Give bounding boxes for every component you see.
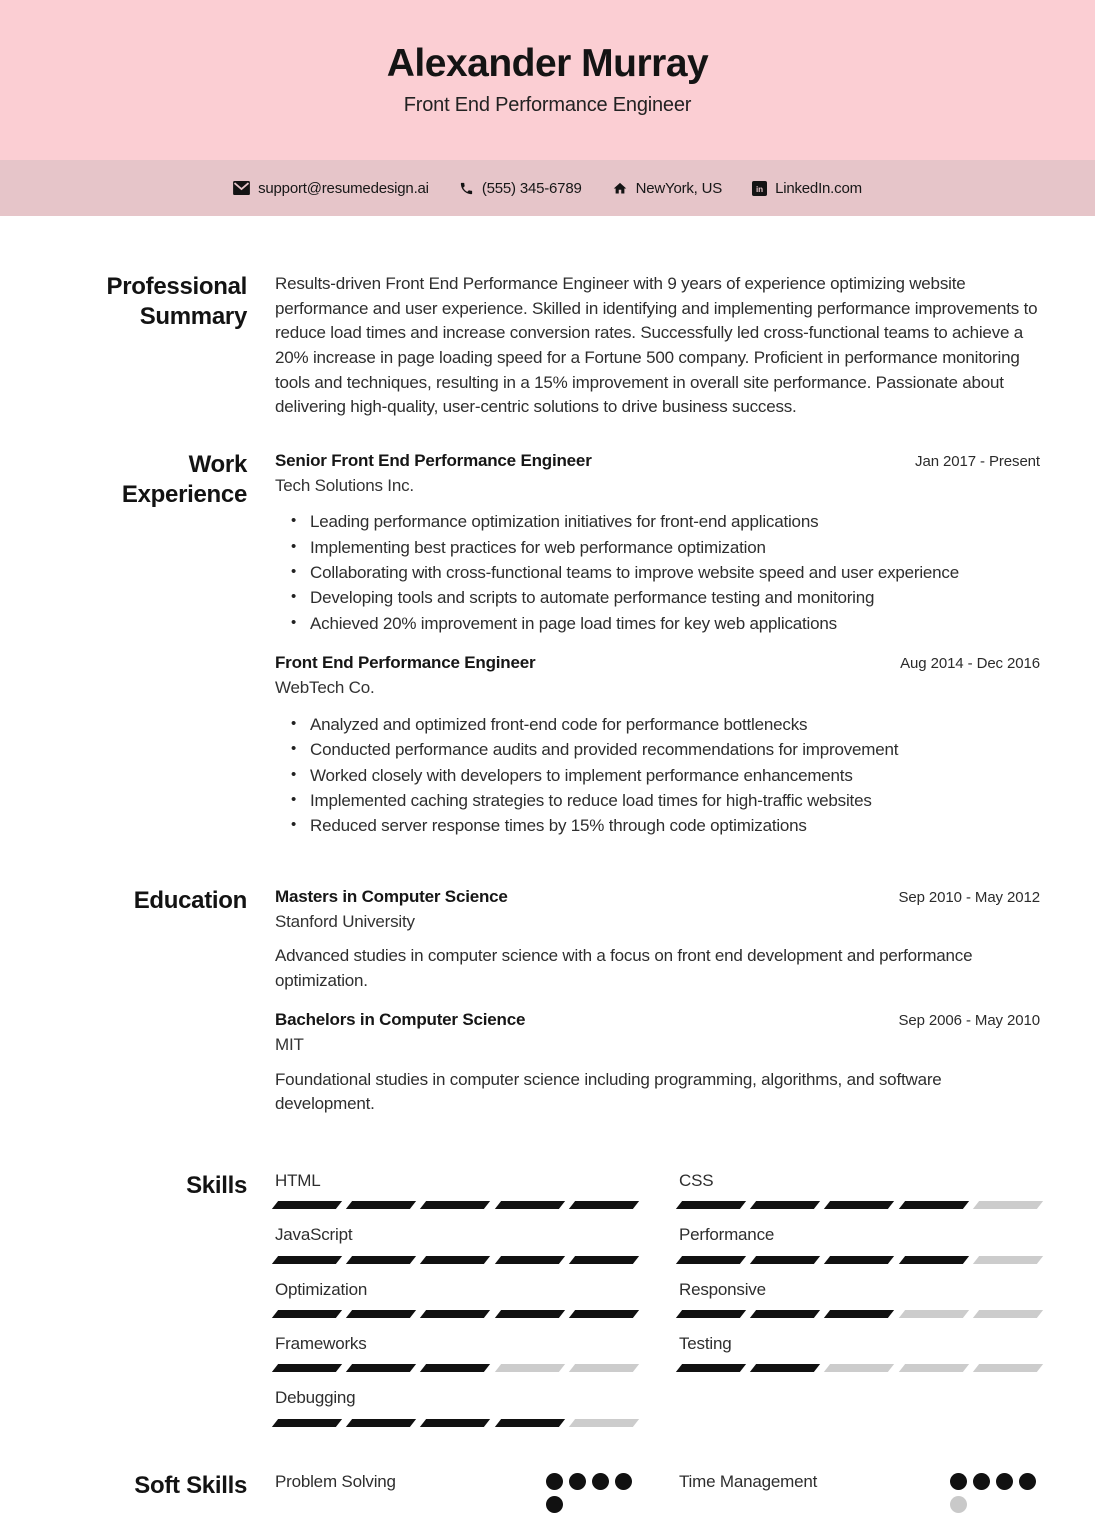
degree-school: Stanford University [275, 912, 415, 931]
rating-dot-filled [1019, 1473, 1036, 1490]
section-work-experience [90, 450, 1040, 840]
skill-segment-empty [973, 1310, 1043, 1318]
rating-dot-filled [615, 1473, 632, 1490]
job-bullet: • Implemented caching strategies to reduce load times for high-traffic websites [310, 789, 1040, 813]
section-label-education: Education [133, 886, 247, 914]
job-dates: Jan 2017 - Present [915, 452, 1040, 470]
skill-level-bar [679, 1364, 1040, 1372]
section-label-skills: Skills [186, 1171, 247, 1199]
skill-segment-filled [824, 1201, 894, 1209]
skill-item [679, 1280, 1040, 1318]
contact-email [233, 180, 429, 197]
resume-header [0, 0, 1095, 160]
degree-description: Foundational studies in computer science including programming, algorithms, and software development. [275, 1069, 942, 1114]
skill-item [275, 1388, 636, 1426]
contact-location-text: NewYork, US [635, 179, 723, 197]
skill-item [679, 1171, 1040, 1209]
job-bullet: • Conducted performance audits and provided recommendations for improvement [310, 738, 1040, 762]
degree-entry [275, 1009, 1040, 1116]
job-bullet: • Collaborating with cross-functional teams to improve website speed and user experience [310, 561, 1040, 585]
skill-level-bar [275, 1419, 636, 1427]
skill-segment-filled [750, 1256, 820, 1264]
soft-skill-item [679, 1471, 1040, 1513]
skill-name: HTML [275, 1170, 321, 1190]
skill-name: Optimization [275, 1279, 368, 1299]
skill-item [679, 1334, 1040, 1372]
section-label-summary: Professional Summary [106, 273, 247, 330]
skill-segment-filled [494, 1419, 564, 1427]
skill-level-bar [275, 1364, 636, 1372]
job-company: Tech Solutions Inc. [275, 475, 414, 495]
skill-segment-filled [494, 1256, 564, 1264]
skill-segment-filled [420, 1201, 490, 1209]
section-education [90, 886, 1040, 1117]
skill-item [275, 1171, 636, 1209]
skill-segment-filled [346, 1419, 416, 1427]
skill-segment-empty [569, 1419, 639, 1427]
skill-segment-filled [898, 1256, 968, 1264]
skill-segment-filled [272, 1364, 342, 1372]
skill-segment-filled [494, 1310, 564, 1318]
phone-icon [459, 181, 474, 196]
job-title: Front End Performance Engineer [275, 653, 536, 673]
skill-segment-filled [676, 1364, 746, 1372]
skill-name: Frameworks [275, 1334, 367, 1354]
skill-level-bar [679, 1310, 1040, 1318]
skill-level-bar [275, 1256, 636, 1264]
job-bullet: • Implementing best practices for web performance optimization [310, 536, 1040, 560]
envelope-icon [233, 181, 250, 195]
job-bullet-list [275, 510, 1040, 636]
skill-level-bar [679, 1201, 1040, 1209]
skill-segment-empty [898, 1364, 968, 1372]
person-job-title: Front End Performance Engineer [403, 94, 692, 117]
job-bullet: • Worked closely with developers to implement performance enhancements [310, 764, 1040, 788]
skill-segment-filled [569, 1201, 639, 1209]
skill-item [679, 1225, 1040, 1263]
rating-dot-empty [950, 1496, 967, 1513]
skill-segment-filled [898, 1201, 968, 1209]
skill-segment-filled [750, 1310, 820, 1318]
degree-title: Bachelors in Computer Science [275, 1010, 526, 1030]
contact-phone [459, 180, 582, 197]
home-icon [612, 181, 628, 196]
job-bullet: • Reduced server response times by 15% through code optimizations [310, 814, 1040, 838]
skill-segment-filled [494, 1201, 564, 1209]
skill-segment-empty [824, 1364, 894, 1372]
skill-segment-empty [973, 1364, 1043, 1372]
contact-phone-text: (555) 345-6789 [481, 179, 582, 197]
soft-skill-name: Time Management [679, 1471, 818, 1491]
soft-skill-name: Problem Solving [275, 1471, 396, 1491]
skill-segment-filled [569, 1256, 639, 1264]
skill-segment-empty [973, 1256, 1043, 1264]
job-title: Senior Front End Performance Engineer [275, 450, 592, 470]
job-company: WebTech Co. [275, 678, 375, 698]
job-bullet: • Achieved 20% improvement in page load times for key web applications [310, 612, 1040, 636]
skill-segment-filled [750, 1201, 820, 1209]
skill-segment-filled [676, 1256, 746, 1264]
section-soft-skills [90, 1471, 1040, 1513]
degree-school: MIT [275, 1035, 304, 1055]
job-entry [275, 652, 1040, 839]
skill-segment-filled [272, 1419, 342, 1427]
resume-body [0, 216, 1095, 1513]
skill-segment-filled [676, 1310, 746, 1318]
contact-email-text: support@resumedesign.ai [258, 179, 429, 197]
contact-bar [0, 160, 1095, 216]
job-bullet-list [275, 713, 1040, 839]
person-name: Alexander Murray [386, 41, 709, 85]
skill-name: JavaScript [275, 1225, 353, 1245]
rating-dot-filled [546, 1473, 563, 1490]
job-entry [275, 450, 1040, 637]
contact-linkedin-text: LinkedIn.com [775, 179, 862, 197]
section-label-soft-skills: Soft Skills [134, 1471, 247, 1499]
skill-segment-filled [420, 1419, 490, 1427]
skill-name: Responsive [679, 1279, 766, 1299]
skill-item [275, 1334, 636, 1372]
skill-name: Performance [679, 1225, 775, 1245]
skill-level-bar [679, 1256, 1040, 1264]
job-bullet: • Analyzed and optimized front-end code for performance bottlenecks [310, 713, 1040, 737]
soft-skill-item [275, 1471, 636, 1513]
skill-segment-empty [973, 1201, 1043, 1209]
skill-segment-filled [824, 1256, 894, 1264]
skill-level-bar [275, 1201, 636, 1209]
degree-description: Advanced studies in computer science with a focus on front end development and performance optimization. [275, 946, 973, 990]
skill-name: CSS [679, 1170, 714, 1190]
skill-segment-filled [824, 1310, 894, 1318]
contact-linkedin [752, 180, 862, 197]
rating-dot-filled [592, 1473, 609, 1490]
skill-segment-filled [346, 1201, 416, 1209]
skill-segment-filled [676, 1201, 746, 1209]
soft-skill-dot-rating [546, 1473, 636, 1513]
skill-segment-filled [420, 1256, 490, 1264]
rating-dot-filled [973, 1473, 990, 1490]
skill-segment-filled [346, 1364, 416, 1372]
degree-dates: Sep 2010 - May 2012 [898, 888, 1040, 906]
skill-name: Testing [679, 1334, 732, 1354]
skill-item [275, 1225, 636, 1263]
skill-segment-filled [569, 1310, 639, 1318]
skill-level-bar [275, 1310, 636, 1318]
summary-text: Results-driven Front End Performance Engineer with 9 years of experience optimizing website performance and user experience. Skilled in identifying and implementing performance improvements to reduce load times and increase conversion rates. Successfully led cross-functional teams to achieve a 20% increase in page loading speed for a Fortune 500 company. Proficient in performance monitoring tools and techniques, resulting in a 15% improvement in overall site performance. Passionate about delivering high-quality, user-centric solutions to drive business success. [275, 274, 1038, 417]
linkedin-icon [752, 181, 767, 196]
section-professional-summary [90, 272, 1040, 420]
rating-dot-filled [569, 1473, 586, 1490]
skill-segment-filled [420, 1364, 490, 1372]
skill-segment-filled [272, 1201, 342, 1209]
degree-dates: Sep 2006 - May 2010 [898, 1012, 1040, 1030]
rating-dot-filled [950, 1473, 967, 1490]
skill-name: Debugging [275, 1388, 356, 1408]
job-bullet: • Developing tools and scripts to automate performance testing and monitoring [310, 586, 1040, 610]
skill-segment-filled [750, 1364, 820, 1372]
rating-dot-filled [546, 1496, 563, 1513]
soft-skills-grid [275, 1471, 1040, 1513]
section-label-experience: Work Experience [121, 450, 247, 508]
skill-segment-filled [346, 1256, 416, 1264]
section-skills [90, 1171, 1040, 1427]
skill-segment-empty [898, 1310, 968, 1318]
svg-text:in: in [756, 184, 764, 194]
skill-segment-filled [272, 1310, 342, 1318]
skill-segment-empty [494, 1364, 564, 1372]
degree-entry [275, 886, 1040, 993]
skill-segment-filled [272, 1256, 342, 1264]
soft-skill-dot-rating [950, 1473, 1040, 1513]
job-bullet: • Leading performance optimization initiatives for front-end applications [310, 510, 1040, 534]
skill-segment-empty [569, 1364, 639, 1372]
contact-location [612, 180, 722, 197]
skill-segment-filled [346, 1310, 416, 1318]
skill-item [275, 1280, 636, 1318]
degree-title: Masters in Computer Science [275, 886, 508, 906]
skills-grid [275, 1171, 1040, 1427]
skill-segment-filled [420, 1310, 490, 1318]
rating-dot-filled [996, 1473, 1013, 1490]
job-dates: Aug 2014 - Dec 2016 [900, 655, 1040, 673]
